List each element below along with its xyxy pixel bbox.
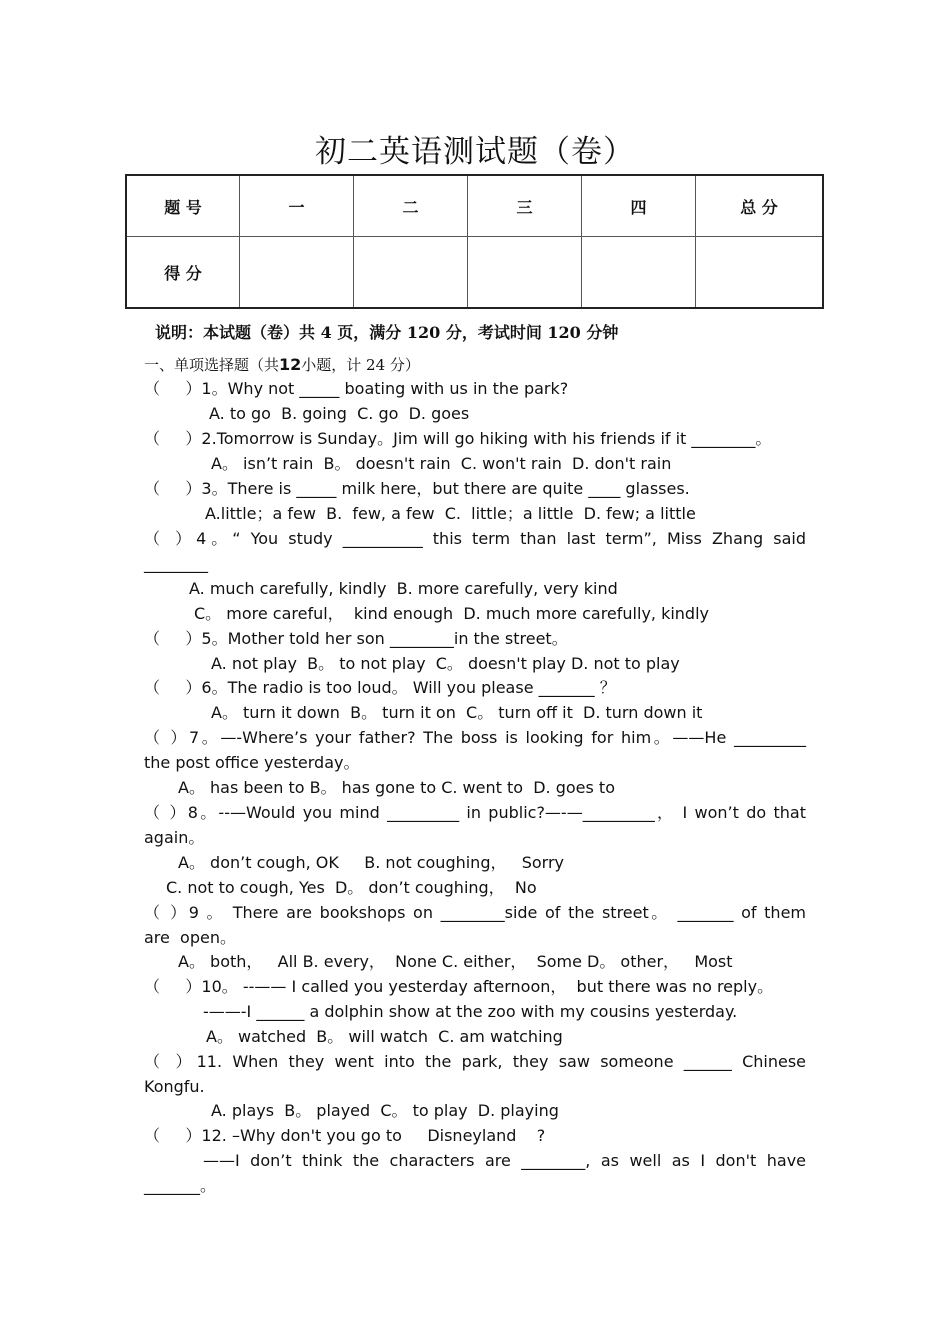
question-options: A。 both， All B. every， None C. either， Some D。 other， Most	[178, 952, 733, 971]
score-table-header-row	[126, 175, 823, 237]
question-options: A.little；a few B. few, a few C. little；a little D. few; a little	[205, 504, 696, 523]
score-header-cell: 二	[354, 175, 468, 237]
score-header-cell: 一	[240, 175, 354, 237]
section-heading	[144, 354, 420, 375]
question-options: A。 has been to B。 has gone to C. went to D. goes to	[178, 778, 615, 797]
question-options: A。 isn’t rain B。 doesn't rain C. won't rain D. don't rain	[211, 454, 672, 473]
question-options: A. plays B。 played C。 to play D. playing	[211, 1101, 559, 1120]
question-line: -——-I ______ a dolphin show at the zoo with my cousins yesterday.	[203, 1002, 738, 1021]
score-cell[interactable]	[354, 237, 468, 309]
score-header-cell: 题 号	[126, 175, 240, 237]
question-options: A。 turn it down B。 turn it on C。 turn off it D. turn down it	[211, 703, 703, 722]
question-line: （ ）4。“ You study __________ this term than last term”, Miss Zhang said	[144, 529, 806, 548]
question-line: （ ）5。Mother told her son ________in the street。	[144, 629, 568, 648]
question-line: （ ）2.Tomorrow is Sunday。Jim will go hiking with his friends if it ________。	[144, 429, 772, 448]
score-cell[interactable]	[468, 237, 582, 309]
score-cell[interactable]	[696, 237, 824, 309]
question-line: _______。	[144, 1176, 217, 1195]
section-question-count: 12	[279, 355, 302, 374]
score-table-score-row	[126, 237, 823, 309]
question-options: A. not play B。 to not play C。 doesn't play D. not to play	[211, 654, 680, 673]
question-line: （ ）10。 --—— I called you yesterday afternoon， but there was no reply。	[144, 977, 774, 996]
question-line: （ ）12. –Why don't you go to Disneyland ?	[144, 1126, 546, 1145]
score-cell[interactable]	[240, 237, 354, 309]
page-title: 初二英语测试题（卷）	[315, 134, 635, 170]
question-options: A. to go B. going C. go D. goes	[209, 404, 470, 423]
question-line: （ ）3。There is _____ milk here，but there are quite ____ glasses.	[144, 479, 690, 498]
score-header-cell: 总 分	[696, 175, 824, 237]
question-line: ________	[144, 554, 208, 573]
question-options: A. much carefully, kindly B. more carefully, very kind	[189, 579, 618, 598]
score-row-label: 得 分	[126, 237, 240, 309]
question-line: （ ）6。The radio is too loud。 Will you please _______ ？	[144, 678, 616, 697]
question-line: （ ）1。Why not _____ boating with us in the park?	[144, 379, 569, 398]
question-line: （ ）9 。 There are bookshops on ________side of the street。 _______ of them	[144, 903, 806, 922]
exam-note: 说明：本试题（卷）共 4 页，满分 120 分，考试时间 120 分钟	[155, 323, 619, 342]
question-line: Kongfu.	[144, 1077, 205, 1096]
question-options: A。 watched B。 will watch C. am watching	[206, 1027, 563, 1046]
score-table	[125, 174, 824, 309]
score-header-cell: 四	[582, 175, 696, 237]
question-options: C。 more careful， kind enough D. much more carefully, kindly	[194, 604, 710, 623]
question-line: （ ）7。—-Where’s your father? The boss is looking for him。——He _________	[144, 728, 806, 747]
section-heading-prefix: 一、单项选择题（共	[144, 356, 280, 374]
score-cell[interactable]	[582, 237, 696, 309]
question-options: A。 don’t cough, OK B. not coughing， Sorry	[178, 853, 565, 872]
question-line: again。	[144, 828, 205, 847]
question-line: （ ）11. When they went into the park, they saw someone ______ Chinese	[144, 1052, 806, 1071]
question-line: are open。	[144, 928, 236, 947]
score-header-cell: 三	[468, 175, 582, 237]
section-heading-suffix: 小题，计 24 分）	[301, 356, 420, 374]
question-line: the post office yesterday。	[144, 753, 360, 772]
question-options: C. not to cough, Yes D。 don’t coughing， No	[166, 878, 537, 897]
question-line: ——I don’t think the characters are ________, as well as I don't have	[203, 1151, 806, 1170]
question-line: （ ）8。--—Would you mind _________ in public?—-—_________， I won’t do that	[144, 803, 806, 822]
